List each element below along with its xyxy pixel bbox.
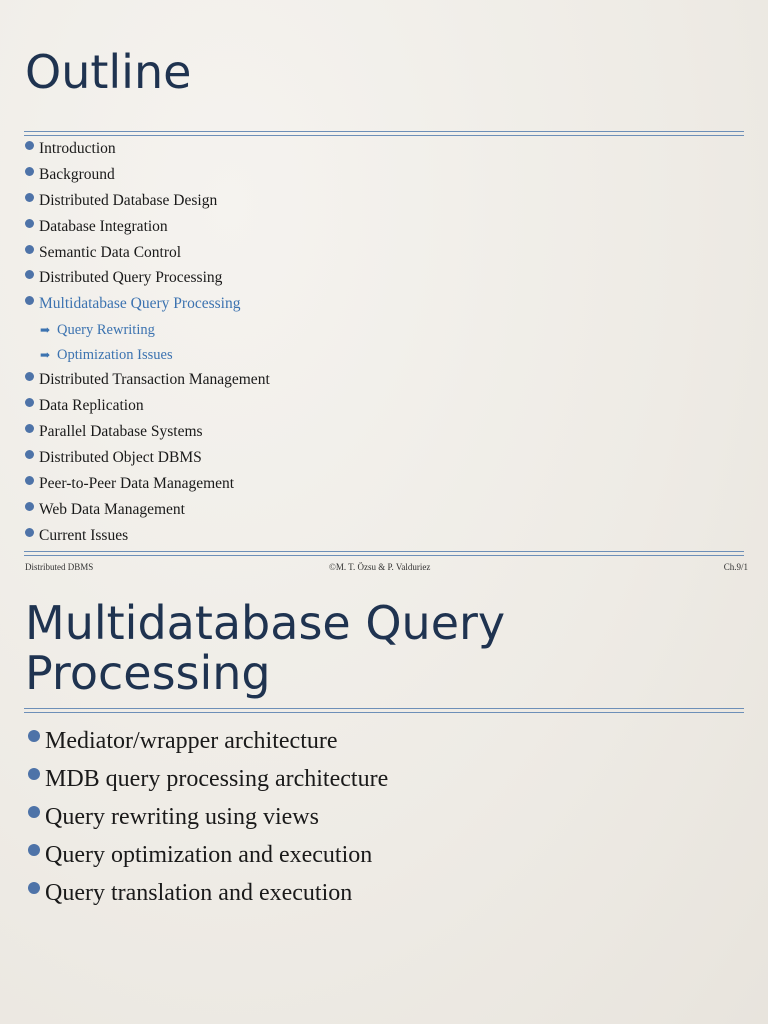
footer-divider — [24, 551, 744, 556]
outline-item-label: Database Integration — [39, 217, 168, 235]
bullet-item-label: Mediator/wrapper architecture — [45, 728, 338, 754]
outline-item — [25, 368, 270, 394]
bullet-icon — [25, 141, 34, 150]
outline-item-label: Distributed Database Design — [39, 191, 218, 209]
bullet-icon — [25, 167, 34, 176]
outline-subitem — [25, 343, 270, 368]
bullet-icon — [25, 245, 34, 254]
outline-item-label: Introduction — [39, 140, 116, 157]
footer-course: Distributed DBMS — [25, 562, 94, 572]
outline-item — [25, 215, 270, 241]
bullet-icon — [25, 450, 34, 459]
bullet-icon — [25, 296, 34, 305]
bullet-item-label: Query optimization and execution — [45, 842, 373, 868]
bullet-item — [28, 840, 388, 878]
bullet-icon — [25, 476, 34, 485]
outline-item — [25, 394, 270, 420]
outline-item-label: Peer-to-Peer Data Management — [39, 474, 235, 492]
mdb-query-processing-slide — [0, 578, 768, 1024]
outline-item — [25, 524, 270, 550]
outline-item — [25, 498, 270, 524]
outline-item — [25, 137, 270, 163]
bullet-icon — [28, 844, 40, 856]
bullet-icon — [25, 219, 34, 228]
bullet-item-label: Query translation and execution — [45, 880, 353, 906]
slide-title: Outline — [25, 45, 192, 99]
bullet-list — [28, 726, 388, 916]
outline-item-label: Data Replication — [39, 397, 144, 415]
right-arrow-icon: ➡ — [40, 348, 51, 363]
outline-item — [25, 472, 270, 498]
outline-item — [25, 266, 270, 292]
outline-subitem-label: Optimization Issues — [57, 347, 173, 364]
outline-item-label: Current Issues — [39, 526, 129, 544]
outline-list — [25, 137, 270, 549]
bullet-item — [28, 802, 388, 840]
bullet-icon — [25, 502, 34, 511]
bullet-item — [28, 764, 388, 802]
footer-copyright: ©M. T. Özsu & P. Valduriez — [329, 562, 431, 572]
outline-item-label: Semantic Data Control — [39, 243, 182, 261]
bullet-icon — [28, 768, 40, 780]
outline-item — [25, 189, 270, 215]
bullet-icon — [25, 270, 34, 279]
outline-item-label: Background — [39, 165, 115, 183]
outline-item-label: Multidatabase Query Processing — [39, 295, 241, 313]
outline-subitem — [25, 318, 270, 343]
bullet-icon — [25, 193, 34, 202]
bullet-item — [28, 726, 388, 764]
bullet-icon — [28, 806, 40, 818]
outline-item-label: Distributed Transaction Management — [39, 371, 270, 389]
outline-item-label: Distributed Object DBMS — [39, 448, 202, 466]
title-divider — [24, 708, 744, 713]
footer-page-number: Ch.9/1 — [723, 562, 748, 572]
right-arrow-icon: ➡ — [40, 323, 51, 338]
outline-item-active — [25, 292, 270, 318]
bullet-item-label: MDB query processing architecture — [45, 766, 389, 792]
bullet-icon — [25, 372, 34, 381]
bullet-icon — [25, 424, 34, 433]
outline-item-label: Web Data Management — [39, 500, 185, 518]
bullet-item — [28, 878, 388, 916]
bullet-icon — [28, 882, 40, 894]
outline-item-label: Distributed Query Processing — [39, 269, 223, 287]
title-divider — [24, 131, 744, 136]
bullet-icon — [25, 398, 34, 407]
bullet-item-label: Query rewriting using views — [45, 804, 319, 830]
slide-title: Multidatabase Query Processing — [25, 596, 506, 700]
bullet-icon — [28, 730, 40, 742]
outline-item-label: Parallel Database Systems — [39, 423, 203, 441]
outline-item — [25, 420, 270, 446]
outline-item — [25, 241, 270, 267]
outline-subitem-label: Query Rewriting — [57, 322, 155, 339]
outline-item — [25, 446, 270, 472]
outline-item — [25, 163, 270, 189]
bullet-icon — [25, 528, 34, 537]
